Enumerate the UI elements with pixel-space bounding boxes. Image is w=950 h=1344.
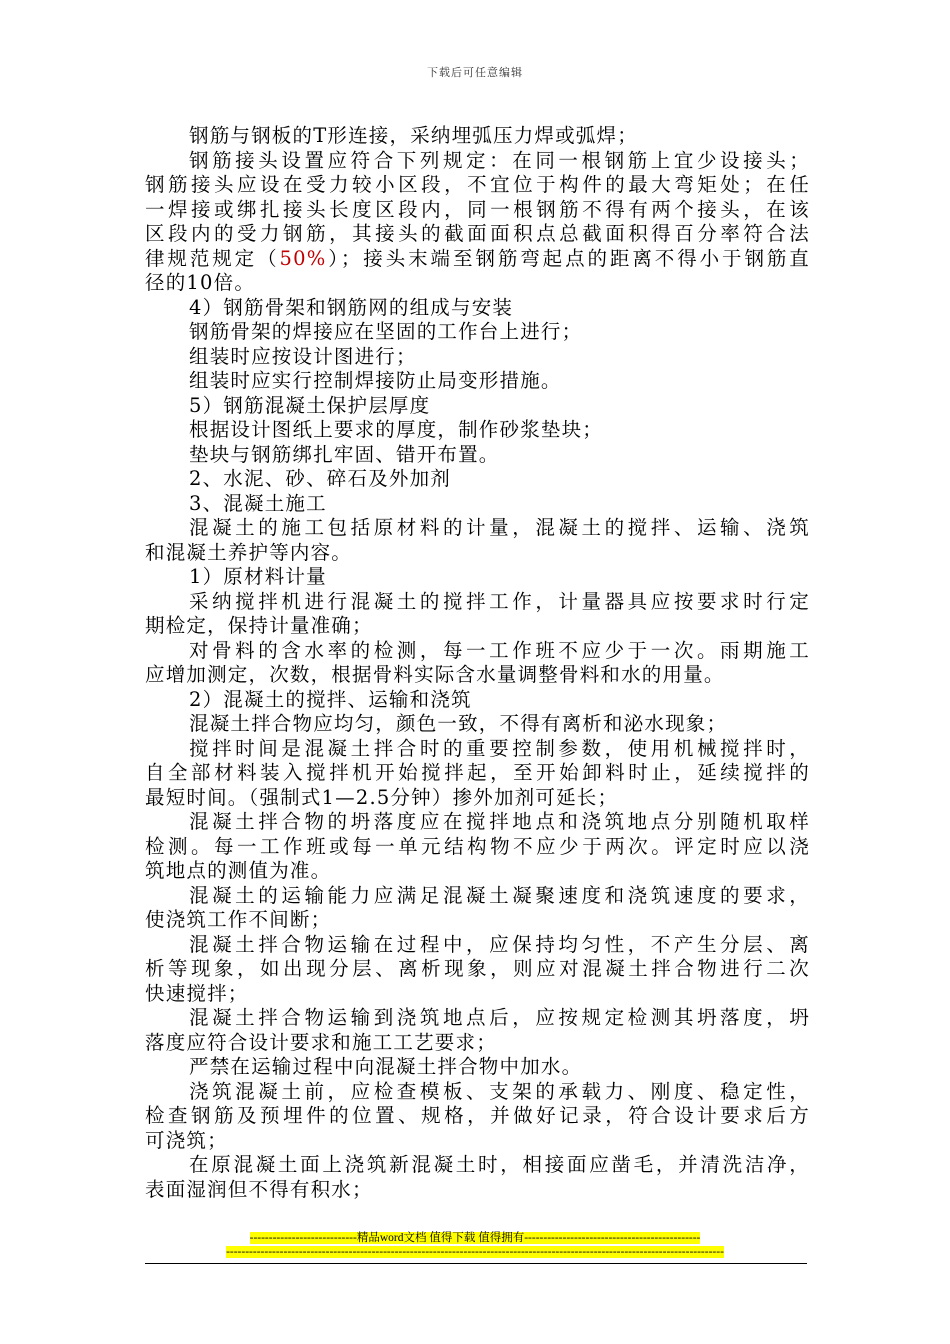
- text-line: 根据设计图纸上要求的厚度，制作砂浆垫块；: [189, 418, 604, 441]
- text-line: 期检定，保持计量准确；: [145, 614, 373, 637]
- footer-banner-text: ----------------------------精品word文档 值得下载 值得拥有----------------------------------------------: [249, 1232, 701, 1244]
- text-line: 混凝土拌合物运输到浇筑地点后，应按规定检测其坍落度，坍: [189, 1006, 810, 1029]
- text-line: 快速搅拌；: [145, 981, 249, 1005]
- text-line: 应增加测定，次数，根据骨料实际含水量调整骨料和水的用量。: [145, 663, 725, 686]
- highlighted-value: 50%: [279, 246, 327, 270]
- text-line: 和混凝土养护等内容。: [145, 540, 353, 564]
- text-line: 浇筑混凝土前，应检查模板、支架的承载力、刚度、稳定性，: [189, 1079, 810, 1103]
- text-line: 析等现象，如出现分层、离析现象，则应对混凝土拌合物进行二次: [145, 957, 810, 980]
- text-line: 自全部材料装入搅拌机开始搅拌起，至开始卸料时止，延续搅拌的: [145, 761, 810, 784]
- text-segment: 律规范规定（: [145, 246, 280, 270]
- footer-banner: [0, 1231, 950, 1245]
- text-line: 钢筋骨架的焊接应在坚固的工作台上进行；: [189, 320, 583, 343]
- text-line: 钢筋接头应设在受力较小区段，不宜位于构件的最大弯矩处；在任: [145, 173, 810, 196]
- text-line: 混凝土拌合物运输在过程中，应保持均匀性，不产生分层、离: [189, 932, 810, 956]
- document-body: [145, 124, 810, 1202]
- text-line: 落度应符合设计要求和施工工艺要求；: [145, 1030, 497, 1054]
- text-line: 混凝土的运输能力应满足混凝土凝聚速度和浇筑速度的要求，: [189, 883, 810, 907]
- footer-divider-text: ----------------------------------------------------------------------------------------------------------------------------------: [226, 1246, 724, 1258]
- text-line: 3、混凝土施工: [189, 491, 327, 515]
- text-line: 4）钢筋骨架和钢筋网的组成与安装: [189, 295, 514, 319]
- text-line: 钢筋与钢板的T形连接，采纳埋弧压力焊或弧焊；: [189, 124, 638, 147]
- text-line: 使浇筑工作不间断；: [145, 908, 332, 931]
- text-line: 2、水泥、砂、碎石及外加剂: [189, 467, 452, 490]
- text-line: 混凝土的施工包括原材料的计量，混凝土的搅拌、运输、浇筑: [189, 516, 810, 539]
- text-line: 可浇筑；: [145, 1128, 228, 1152]
- text-line: 混凝土拌合物的坍落度应在搅拌地点和浇筑地点分别随机取样: [189, 810, 810, 833]
- text-line: 2）混凝土的搅拌、运输和浇筑: [189, 687, 472, 711]
- text-line: 筑地点的测值为准。: [145, 859, 332, 882]
- text-line: 垫块与钢筋绑扎牢固、错开布置。: [189, 442, 500, 466]
- text-line: 1）原材料计量: [189, 565, 327, 588]
- footer-divider: [0, 1245, 950, 1259]
- text-segment: ）；接头末端至钢筋弯起点的距离不得小于钢筋直: [326, 246, 810, 270]
- text-line: 对骨料的含水率的检测，每一工作班不应少于一次。雨期施工: [189, 638, 810, 662]
- text-line: 区段内的受力钢筋，其接头的截面面积点总截面积得百分率符合法: [145, 222, 810, 245]
- text-line: 表面湿润但不得有积水；: [145, 1177, 373, 1201]
- text-line: 最短时间。（强制式1—2.5分钟）掺外加剂可延长；: [145, 785, 619, 809]
- text-line: 搅拌时间是混凝土拌合时的重要控制参数，使用机械搅拌时，: [189, 736, 810, 760]
- bottom-rule: [145, 1263, 807, 1264]
- text-line: [145, 247, 810, 272]
- text-line: 在原混凝土面上浇筑新混凝土时，相接面应凿毛，并清洗洁净，: [189, 1153, 810, 1176]
- text-line: 5）钢筋混凝土保护层厚度: [189, 393, 431, 417]
- text-line: 组装时应实行控制焊接防止局变形措施。: [189, 369, 562, 392]
- text-line: 一焊接或绑扎接头长度区段内，同一根钢筋不得有两个接头，在该: [145, 197, 810, 221]
- page-header: 下载后可任意编辑: [427, 66, 523, 79]
- text-line: 组装时应按设计图进行；: [189, 344, 417, 368]
- text-line: 钢筋接头设置应符合下列规定：在同一根钢筋上宜少设接头；: [189, 148, 810, 172]
- text-line: 径的10倍。: [145, 271, 256, 294]
- text-line: 检查钢筋及预埋件的位置、规格，并做好记录，符合设计要求后方: [145, 1104, 810, 1127]
- text-line: 混凝土拌合物应均匀，颜色一致，不得有离析和泌水现象；: [189, 712, 728, 735]
- text-line: 采纳搅拌机进行混凝土的搅拌工作，计量器具应按要求时行定: [189, 589, 810, 613]
- text-line: 严禁在运输过程中向混凝土拌合物中加水。: [189, 1055, 583, 1078]
- text-line: 检测。每一工作班或每一单元结构物不应少于两次。评定时应以浇: [145, 834, 810, 858]
